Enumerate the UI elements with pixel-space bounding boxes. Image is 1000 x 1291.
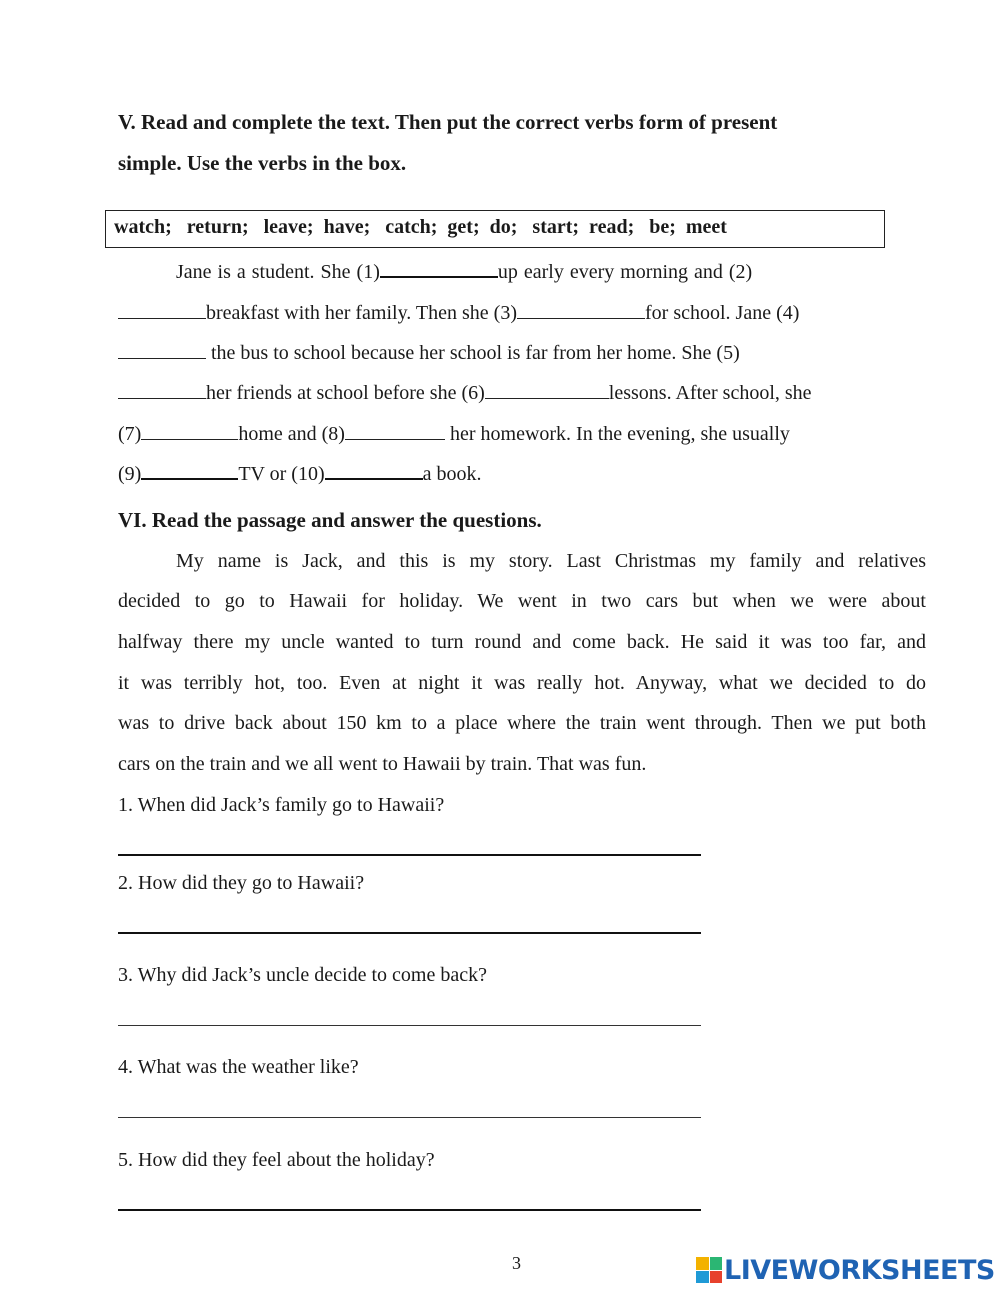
story-line-4: it was terribly hot, too. Even at night it was really hot. Anyway, what we decided to do [118,672,926,694]
answer-line-2[interactable] [118,932,701,934]
passage-text: Jane is a student. She (1) [176,261,380,283]
passage-line-5 [118,423,790,446]
passage-text: her homework. In the evening, she usually [444,423,790,445]
passage-text: (9) [118,463,142,485]
blank-2[interactable] [118,317,206,319]
section-6-heading: VI. Read the passage and answer the questions. [118,508,542,532]
section-5-heading-line-1: V. Read and complete the text. Then put the correct verbs form of present [118,110,778,134]
blank-7[interactable] [141,438,238,440]
passage-line-1 [176,261,846,284]
passage-text: breakfast with her family. Then she (3) [206,302,518,324]
verb-list: watch; return; leave; have; catch; get; do; start; read; be; meet [114,216,727,238]
passage-line-4 [118,382,812,405]
passage-text: a book. [422,463,482,485]
passage-line-6 [118,463,482,486]
blank-6[interactable] [485,397,609,399]
passage-text: home and (8) [238,423,345,445]
question-5: 5. How did they feel about the holiday? [118,1149,435,1171]
page-number: 3 [512,1253,521,1273]
section-5-heading-line-2: simple. Use the verbs in the box. [118,151,407,175]
story-line-1: My name is Jack, and this is my story. Last Christmas my family and relatives [176,550,926,572]
question-1: 1. When did Jack’s family go to Hawaii? [118,794,445,816]
story-line-6: cars on the train and we all went to Hawaii by train. That was fun. [118,753,647,775]
blank-8[interactable] [345,438,445,440]
answer-line-5[interactable] [118,1209,701,1211]
verb-box [105,210,885,248]
blank-1[interactable] [380,275,498,278]
blank-10[interactable] [325,477,423,480]
story-line-2: decided to go to Hawaii for holiday. We went in two cars but when we were about [118,590,926,612]
question-2: 2. How did they go to Hawaii? [118,872,365,894]
blank-3[interactable] [517,317,645,319]
story-line-5: was to drive back about 150 km to a place where the train went through. Then we put both [118,712,926,734]
brand-text: LIVEWORKSHEETS [724,1254,995,1286]
passage-text: the bus to school because her school is far from her home. She (5) [206,342,740,364]
passage-text: TV or (10) [238,463,325,485]
answer-line-1[interactable] [118,854,701,856]
blank-9[interactable] [141,477,238,480]
passage-line-3 [118,342,740,365]
liveworksheets-logo[interactable] [696,1254,995,1286]
blank-4[interactable] [118,357,206,359]
question-4: 4. What was the weather like? [118,1056,359,1078]
passage-text: for school. Jane (4) [645,302,800,324]
answer-line-3[interactable] [118,1025,701,1026]
passage-line-2 [118,302,799,325]
blank-5[interactable] [118,397,206,399]
passage-text: (7) [118,423,142,445]
passage-text: lessons. After school, she [608,382,812,404]
story-line-3: halfway there my uncle wanted to turn round and come back. He said it was too far, and [118,631,926,653]
liveworksheets-icon [696,1257,722,1283]
answer-line-4[interactable] [118,1117,701,1118]
passage-text: up early every morning and (2) [497,261,753,283]
question-3: 3. Why did Jack’s uncle decide to come back? [118,964,487,986]
passage-text: her friends at school before she (6) [206,382,485,404]
